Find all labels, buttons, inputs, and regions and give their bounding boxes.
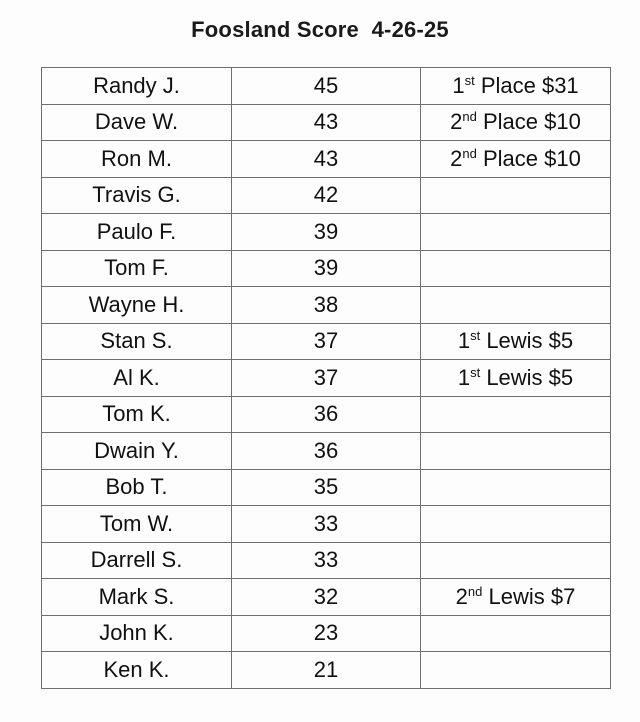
- table-row: [42, 250, 611, 287]
- score-cell: 33: [232, 542, 421, 579]
- player-name-cell: Bob T.: [42, 469, 232, 506]
- table-row: [42, 141, 611, 178]
- score-cell: 43: [232, 104, 421, 141]
- award-text: Lewis $5: [480, 364, 574, 390]
- table-row: [42, 506, 611, 543]
- score-table-body: [42, 68, 611, 689]
- player-name-cell: Dave W.: [42, 104, 232, 141]
- table-row: [42, 615, 611, 652]
- award-ordinal-suffix: nd: [467, 583, 483, 599]
- award-cell: [421, 141, 611, 178]
- score-table: [41, 67, 611, 689]
- award-ordinal-suffix: st: [464, 72, 475, 88]
- award-ordinal-suffix: nd: [462, 145, 477, 161]
- score-cell: 36: [232, 396, 421, 433]
- table-row: [42, 579, 611, 616]
- score-cell: 35: [232, 469, 421, 506]
- table-row: [42, 287, 611, 324]
- table-row: [42, 542, 611, 579]
- player-name-cell: Travis G.: [42, 177, 232, 214]
- table-row: [42, 396, 611, 433]
- player-name-cell: Tom F.: [42, 250, 232, 287]
- award-cell: [421, 250, 611, 287]
- award-ordinal: 2: [450, 109, 463, 135]
- award-ordinal: 2: [450, 145, 463, 171]
- award-cell: [421, 579, 611, 616]
- player-name-cell: Tom W.: [42, 506, 232, 543]
- table-row: [42, 433, 611, 470]
- score-cell: 45: [232, 68, 421, 105]
- table-row: [42, 323, 611, 360]
- score-cell: 23: [232, 615, 421, 652]
- award-ordinal: 1: [457, 328, 471, 354]
- score-cell: 39: [232, 214, 421, 251]
- player-name-cell: Al K.: [42, 360, 232, 397]
- table-row: [42, 214, 611, 251]
- score-cell: 37: [232, 360, 421, 397]
- score-cell: 42: [232, 177, 421, 214]
- player-name-cell: John K.: [42, 615, 232, 652]
- award-cell: [421, 68, 611, 105]
- player-name-cell: Dwain Y.: [42, 433, 232, 470]
- player-name-cell: Mark S.: [42, 579, 232, 616]
- score-cell: 32: [232, 579, 421, 616]
- player-name-cell: Stan S.: [42, 323, 232, 360]
- score-cell: 33: [232, 506, 421, 543]
- award-ordinal: 2: [455, 583, 468, 609]
- award-cell: [421, 214, 611, 251]
- award-text: Place $31: [474, 72, 579, 98]
- award-ordinal-suffix: st: [470, 328, 481, 344]
- table-row: [42, 68, 611, 105]
- award-cell: [421, 396, 611, 433]
- award-cell: [421, 469, 611, 506]
- player-name-cell: Randy J.: [42, 68, 232, 105]
- award-cell: [421, 542, 611, 579]
- player-name-cell: Darrell S.: [42, 542, 232, 579]
- player-name-cell: Paulo F.: [42, 214, 232, 251]
- table-row: [42, 360, 611, 397]
- award-cell: [421, 433, 611, 470]
- award-text: Lewis $5: [480, 328, 574, 354]
- award-text: Place $10: [476, 145, 581, 171]
- score-cell: 21: [232, 652, 421, 689]
- award-cell: [421, 652, 611, 689]
- award-cell: [421, 177, 611, 214]
- award-cell: [421, 287, 611, 324]
- page-title: Foosland Score 4-26-25: [191, 17, 449, 42]
- score-cell: 39: [232, 250, 421, 287]
- table-row: [42, 104, 611, 141]
- award-cell: [421, 615, 611, 652]
- score-cell: 37: [232, 323, 421, 360]
- player-name-cell: Tom K.: [42, 396, 232, 433]
- award-text: Place $10: [476, 109, 581, 135]
- score-cell: 38: [232, 287, 421, 324]
- award-cell: [421, 360, 611, 397]
- table-row: [42, 177, 611, 214]
- player-name-cell: Ken K.: [42, 652, 232, 689]
- award-text: Lewis $7: [482, 583, 576, 609]
- award-cell: [421, 506, 611, 543]
- award-ordinal-suffix: nd: [462, 109, 477, 125]
- score-cell: 36: [232, 433, 421, 470]
- table-row: [42, 652, 611, 689]
- player-name-cell: Wayne H.: [42, 287, 232, 324]
- player-name-cell: Ron M.: [42, 141, 232, 178]
- award-ordinal-suffix: st: [470, 364, 481, 380]
- award-ordinal: 1: [452, 72, 465, 98]
- award-ordinal: 1: [457, 364, 471, 390]
- score-cell: 43: [232, 141, 421, 178]
- table-row: [42, 469, 611, 506]
- award-cell: [421, 323, 611, 360]
- award-cell: [421, 104, 611, 141]
